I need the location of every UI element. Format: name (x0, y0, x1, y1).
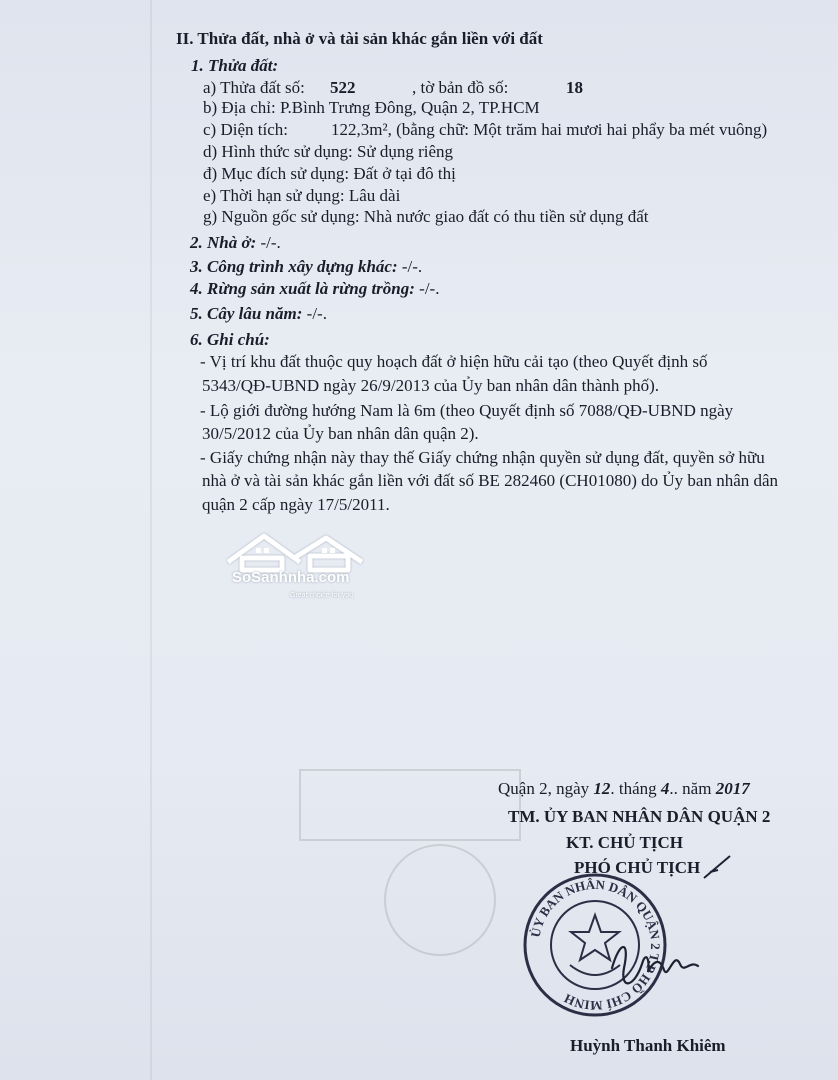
land-origin: g) Nguồn gốc sử dụng: Nhà nước giao đất có thu tiền sử dụng đất (203, 207, 649, 226)
issuing-org: TM. ỦY BAN NHÂN DÂN QUẬN 2 (508, 807, 771, 826)
house-heading: 2. Nhà ở: (190, 233, 257, 252)
signer-name: Huỳnh Thanh Khiêm (570, 1036, 726, 1055)
usage-purpose: đ) Mục đích sử dụng: Đất ở tại đô thị (203, 164, 456, 183)
note-line: nhà ở và tài sản khác gắn liền với đất số BE 282460 (CH01080) do Ủy ban nhân dân (202, 471, 779, 490)
perennial-row (190, 304, 327, 324)
date-year: 2017 (715, 779, 750, 798)
watermark-tagline: Great choice for you (290, 592, 354, 599)
perennial-value: -/-. (302, 304, 327, 323)
seal-text: ỦY BAN NHÂN DÂN QUẬN 2 T.P HỒ CHÍ MINH (527, 876, 664, 1014)
month-label: tháng (618, 779, 657, 798)
parcel-number: 522 (330, 78, 356, 97)
map-label: , tờ bản đồ số: (412, 78, 509, 97)
usage-term: e) Thời hạn sử dụng: Lâu dài (203, 186, 401, 205)
address: b) Địa chỉ: P.Bình Trưng Đông, Quận 2, TP.HCM (203, 98, 540, 117)
faint-notary-stamp (290, 760, 530, 960)
area-label: c) Diện tích: (203, 120, 288, 139)
usage-form: d) Hình thức sử dụng: Sử dụng riêng (203, 142, 454, 161)
date-month: 4 (660, 779, 670, 798)
construction-heading: 3. Công trình xây dựng khác: (190, 257, 398, 276)
forest-heading: 4. Rừng sản xuất là rừng trồng: (190, 279, 415, 298)
date-prefix: Quận 2, ngày (498, 779, 590, 798)
note-line: - Lộ giới đường hướng Nam là 6m (theo Quyết định số 7088/QĐ-UBND ngày (200, 401, 734, 420)
paper-fold (150, 0, 152, 1080)
map-number: 18 (566, 78, 583, 97)
handwritten-signature (590, 920, 710, 1000)
year-label: năm (682, 779, 712, 798)
watermark-brand: SoSanhnha.com (232, 569, 350, 586)
signing-date: Quận 2, ngày 12. tháng 4.. năm 2017 (498, 779, 750, 798)
forest-value: -/-. (414, 279, 440, 298)
house-value: -/-. (256, 233, 281, 252)
parcel-label: a) Thửa đất số: (203, 78, 305, 97)
area-value: 122,3m², (bằng chữ: Một trăm hai mươi hai phẩy ba mét vuông) (331, 120, 768, 139)
perennial-heading: 5. Cây lâu năm: (190, 304, 303, 323)
date-day: 12 (593, 779, 611, 798)
note-line: - Vị trí khu đất thuộc quy hoạch đất ở hiện hữu cải tạo (theo Quyết định số (200, 352, 708, 371)
construction-row (190, 257, 422, 277)
note-line: 30/5/2012 của Ủy ban nhân dân quận 2). (202, 424, 479, 443)
signature-flourish (700, 852, 740, 882)
section-title: II. Thửa đất, nhà ở và tài sản khác gắn liền với đất (176, 29, 543, 48)
house-row (190, 233, 281, 253)
land-heading: 1. Thửa đất: (191, 56, 279, 75)
note-line: quận 2 cấp ngày 17/5/2011. (202, 495, 390, 514)
forest-row (190, 279, 439, 299)
note-line: 5343/QĐ-UBND ngày 26/9/2013 của Ủy ban nhân dân thành phố). (202, 376, 660, 395)
signer-title-2: PHÓ CHỦ TỊCH (574, 858, 701, 877)
construction-value: -/-. (397, 257, 423, 276)
signer-title-1: KT. CHỦ TỊCH (566, 833, 683, 852)
note-line: - Giấy chứng nhận này thay thế Giấy chứng nhận quyền sử dụng đất, quyền sở hữu (200, 448, 765, 467)
parcel-row (203, 78, 305, 98)
notes-heading: 6. Ghi chú: (190, 330, 270, 349)
